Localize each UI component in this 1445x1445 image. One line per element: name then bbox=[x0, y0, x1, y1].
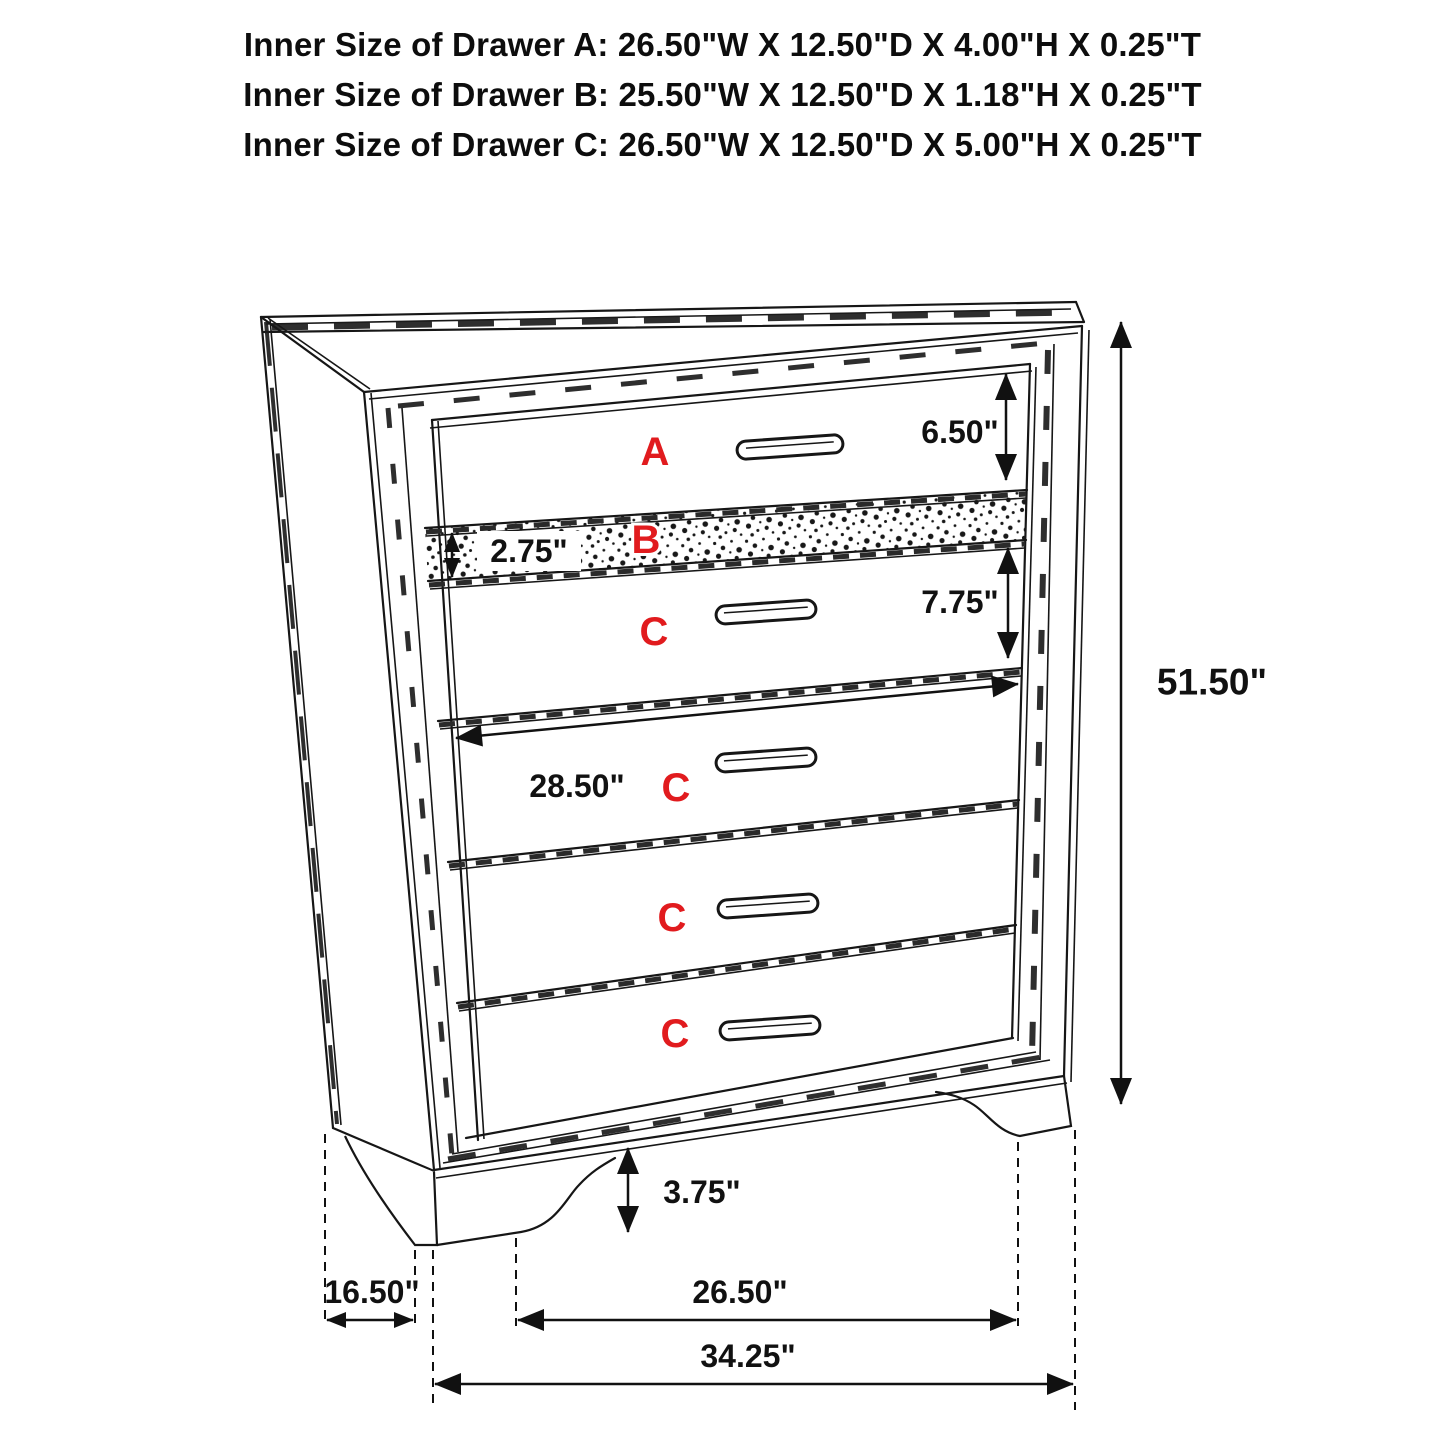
frame-top-hatching bbox=[398, 342, 1056, 406]
dimension-drawer-c-height bbox=[921, 548, 1008, 658]
left-foot-front-face bbox=[437, 1158, 615, 1245]
drawer-handle-c4 bbox=[719, 1016, 820, 1041]
drawer-letter-c1: C bbox=[639, 610, 669, 654]
drawer-handle-c2 bbox=[715, 748, 816, 773]
frame-outer-top-inner bbox=[369, 333, 1078, 399]
dimension-feet-inner-width bbox=[518, 1274, 1016, 1320]
divider-c3-c4-bottom bbox=[459, 933, 1015, 1011]
spec-line-drawer-a: Inner Size of Drawer A: 26.50"W X 12.50"D X 4.00"H X 0.25"T bbox=[243, 26, 1202, 63]
divider-c3-c4-hatch bbox=[458, 929, 1015, 1007]
top-slab-right-miter bbox=[1076, 302, 1084, 322]
frame-left-hatching bbox=[388, 408, 452, 1156]
frame-left-bevel bbox=[402, 408, 458, 1152]
molding-top-edge bbox=[466, 1038, 1013, 1138]
chest-left-side-panel bbox=[261, 317, 434, 1171]
side-back-edge-inner bbox=[270, 319, 341, 1125]
drawer-handle-c3 bbox=[717, 894, 818, 919]
frame-outer-left bbox=[364, 392, 434, 1170]
chest-top-slab bbox=[261, 302, 1084, 332]
drawer-letter-a: A bbox=[640, 430, 670, 474]
divider-c1-c2-hatch bbox=[439, 672, 1021, 725]
drawer-handle-a bbox=[737, 434, 844, 459]
drawer-letter-c2: C bbox=[661, 766, 691, 810]
dimension-overall-width bbox=[435, 1338, 1073, 1384]
molding-hatching bbox=[448, 1057, 1042, 1159]
dimension-label: 3.75" bbox=[663, 1174, 741, 1210]
dimension-label: 34.25" bbox=[700, 1338, 796, 1374]
side-back-hatching bbox=[266, 322, 337, 1124]
drawer-letter-b: B bbox=[631, 518, 661, 562]
molding-mid-line-2 bbox=[443, 1060, 1050, 1163]
divider-c2-c3-hatch bbox=[449, 804, 1018, 866]
dimension-overall-height bbox=[1121, 322, 1267, 1104]
divider-c2-c3-top bbox=[448, 800, 1019, 862]
drawer-handle-c1 bbox=[715, 600, 816, 625]
dimension-drawer-a-height bbox=[921, 374, 1006, 480]
divider-c1-c2-top bbox=[438, 668, 1022, 721]
dimension-label: 16.50" bbox=[324, 1274, 420, 1310]
dimension-label: 2.75" bbox=[490, 533, 568, 569]
dimension-foot-height bbox=[628, 1148, 741, 1232]
divider-c1-c2-bottom bbox=[440, 676, 1021, 729]
dimension-label: 6.50" bbox=[921, 414, 999, 450]
drawer-letter-c3: C bbox=[657, 896, 687, 940]
molding-bottom-edge bbox=[434, 1076, 1064, 1170]
frame-outer-right bbox=[1064, 326, 1082, 1076]
molding-mid-line-1 bbox=[452, 1052, 1036, 1154]
spec-line-drawer-b: Inner Size of Drawer B: 25.50"W X 12.50"D X 1.18"H X 0.25"T bbox=[243, 76, 1202, 113]
spec-line-drawer-c: Inner Size of Drawer C: 26.50"W X 12.50"D X 5.00"H X 0.25"T bbox=[243, 126, 1202, 163]
top-slab-front-edge bbox=[264, 322, 1084, 332]
dimension-label: 51.50" bbox=[1156, 661, 1268, 703]
side-back-edge bbox=[261, 317, 333, 1128]
frame-outer-top bbox=[364, 326, 1082, 392]
dimension-label: 26.50" bbox=[692, 1274, 788, 1310]
top-slab-back-edge bbox=[261, 302, 1076, 317]
divider-c3-c4-top bbox=[457, 925, 1016, 1003]
drawer-letter-c4: C bbox=[660, 1012, 690, 1056]
dimension-side-depth bbox=[324, 1274, 419, 1320]
molding-bottom-edge-inner bbox=[436, 1083, 1067, 1178]
divider-c2-c3-bottom bbox=[450, 808, 1018, 870]
dimension-label: 28.50" bbox=[529, 768, 625, 804]
bottom-molding bbox=[434, 1038, 1067, 1178]
dimension-label: 7.75" bbox=[921, 584, 999, 620]
